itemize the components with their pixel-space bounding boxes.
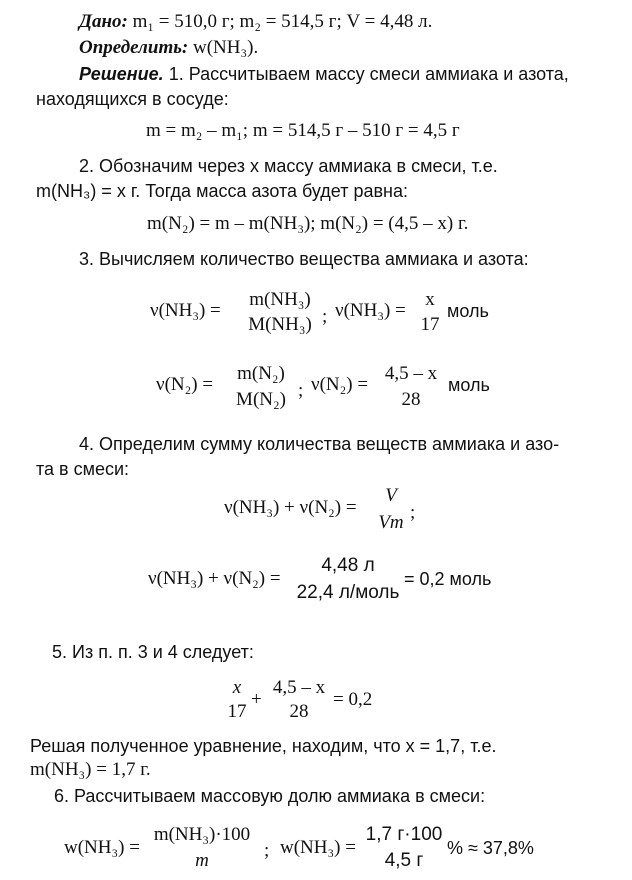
eq6-numerator: m(NH₃)·100 <box>153 824 251 845</box>
step1-text-b: находящихся в сосуде: <box>36 89 229 109</box>
determine-text: w(NH₃). <box>188 37 259 58</box>
solution-label: Решение. <box>79 64 164 84</box>
eq4a-lhs: ν(NH₃) + ν(N₂) = <box>224 497 357 518</box>
eq4b-denominator: 22,4 л/моль <box>296 582 400 603</box>
result-text-a: Решая полученное уравнение, находим, что x = 1,7, т.е. <box>30 736 497 756</box>
eq4a-separator: ; <box>410 502 416 523</box>
eq3a-numerator2: x <box>425 289 435 310</box>
eq6-lhs: w(NH₃) = <box>64 837 140 858</box>
eq5-rhs: = 0,2 <box>333 689 373 710</box>
eq5-denominator1: 17 <box>227 701 247 722</box>
eq3a-separator: ; <box>322 306 328 327</box>
step3-text: 3. Вычисляем количество вещества аммиака и азота: <box>79 249 529 269</box>
eq5-numerator2: 4,5 – x <box>272 677 326 698</box>
eq3b-lhs: ν(N₂) = <box>156 374 214 395</box>
eq5-denominator2: 28 <box>289 701 309 722</box>
step6-text: 6. Рассчитываем массовую долю аммиака в смеси: <box>54 786 486 806</box>
eq3a-unit: моль <box>447 301 489 321</box>
eq6-denominator2: 4,5 г <box>384 850 424 871</box>
step2-text-b: m(NH₃) = x г. Тогда масса азота будет равна: <box>36 181 409 201</box>
eq3b-lhs2: ν(N₂) = <box>311 374 369 395</box>
step2-text-a: 2. Обозначим через x массу аммиака в смеси, т.е. <box>79 156 498 176</box>
eq6-rhs: % ≈ 37,8% <box>447 838 534 858</box>
eq5-numerator1: x <box>232 677 242 698</box>
equation-2: m(N₂) = m – m(NH₃); m(N₂) = (4,5 – x) г. <box>147 213 469 234</box>
determine-label: Определить: <box>79 37 189 58</box>
eq4a-numerator: V <box>385 485 397 506</box>
given-line <box>79 11 432 33</box>
step1-text-a: 1. Рассчитываем массу смеси аммиака и азота, <box>163 64 569 84</box>
result-text-b: m(NH₃) = 1,7 г. <box>30 759 151 780</box>
eq4b-numerator: 4,48 л <box>321 555 375 576</box>
step5-text: 5. Из п. п. 3 и 4 следует: <box>52 642 254 662</box>
determine-line <box>79 37 258 59</box>
eq6-lhs2: w(NH₃) = <box>280 837 356 858</box>
eq4b-rhs: = 0,2 моль <box>404 569 492 589</box>
eq3a-numerator: m(NH₃) <box>249 289 311 310</box>
solution-step1-line-a <box>79 63 569 85</box>
step4-text-b: та в смеси: <box>36 459 130 479</box>
eq3b-denominator: M(N₂) <box>236 389 286 410</box>
equation-1: m = m₂ – m₁; m = 514,5 г – 510 г = 4,5 г <box>146 120 460 141</box>
eq3b-numerator: m(N₂) <box>237 363 285 384</box>
eq3a-lhs: ν(NH₃) = <box>150 300 221 321</box>
given-label: Дано: <box>79 11 128 32</box>
eq6-numerator2: 1,7 г·100 <box>365 824 443 845</box>
given-text: m₁ = 510,0 г; m₂ = 514,5 г; V = 4,48 л. <box>127 11 433 32</box>
step4-text-a: 4. Определим сумму количества веществ аммиака и азо- <box>79 434 560 454</box>
eq4b-lhs: ν(NH₃) + ν(N₂) = <box>148 568 281 589</box>
eq6-separator: ; <box>264 840 270 861</box>
eq3a-lhs2: ν(NH₃) = <box>335 300 406 321</box>
eq3a-denominator2: 17 <box>420 314 440 335</box>
eq6-denominator: m <box>195 850 209 871</box>
eq4a-denominator: Vm <box>378 512 404 533</box>
eq3a-denominator: M(NH₃) <box>248 314 312 335</box>
eq3b-separator: ; <box>298 380 304 401</box>
eq3b-denominator2: 28 <box>401 389 421 410</box>
eq3b-unit: моль <box>448 375 490 395</box>
eq3b-numerator2: 4,5 – x <box>384 363 438 384</box>
eq5-plus: + <box>251 689 262 710</box>
